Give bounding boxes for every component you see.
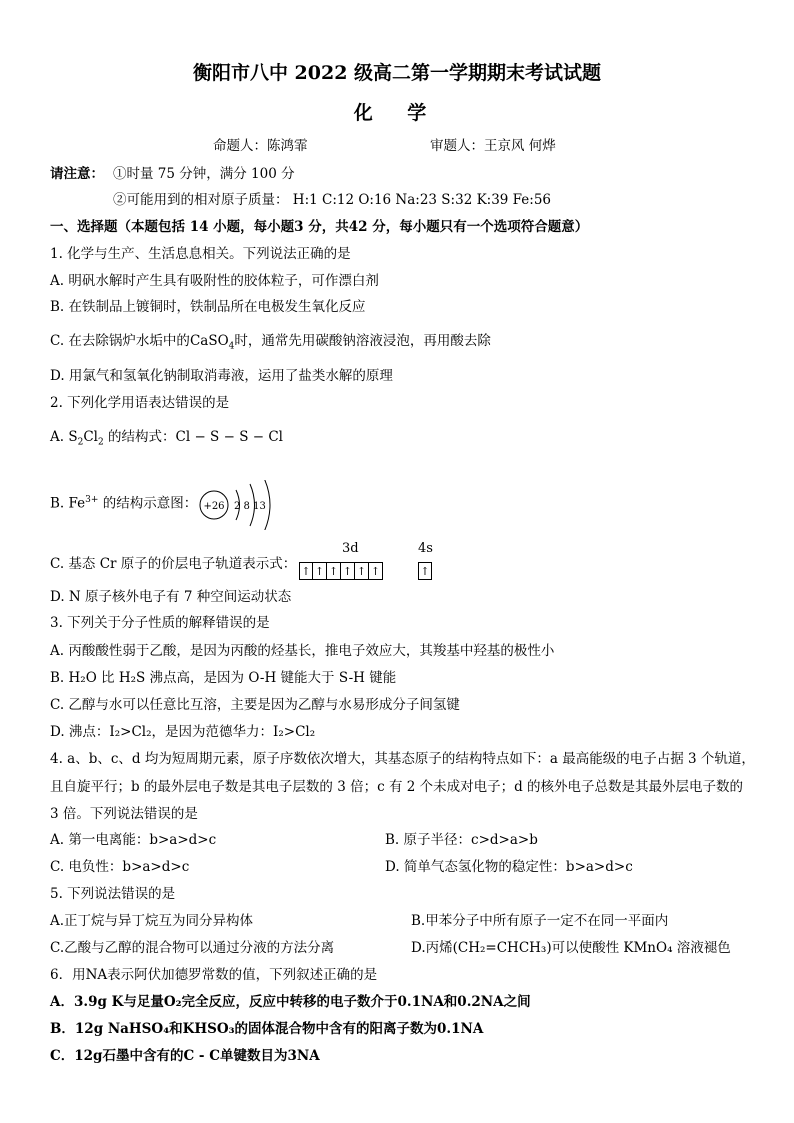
q2-a-sub2: 2: [97, 437, 104, 448]
orbital-label-4s: 4s: [418, 541, 433, 556]
q3-stem: 3. 下列关于分子性质的解释错误的是: [50, 615, 270, 631]
exam-title: 衡阳市八中 2022 级高二第一学期期末考试试题: [192, 62, 602, 84]
q3-option-d: D. 沸点：I₂>Cl₂，是因为范德华力：I₂>Cl₂: [50, 724, 316, 740]
q2-b-sup: 3+: [85, 495, 99, 505]
orbital-4s-boxes: [418, 560, 432, 580]
q2-b-pre: B. Fe: [50, 495, 86, 512]
3d-orbital-box-1: ↑: [299, 562, 313, 580]
q4-option-b: B. 原子半径：c>d>a>b: [385, 832, 538, 848]
3d-orbital-box-2: ↑: [313, 562, 327, 580]
q2-option-a: [50, 428, 283, 452]
q2-b-post: 的结构示意图：: [98, 495, 198, 512]
q4-stem-3: 3 倍。下列说法错误的是: [50, 806, 198, 822]
nucleus-charge: +26: [203, 501, 225, 512]
3d-orbital-box-6: ↑: [369, 562, 383, 580]
q2-stem: 2. 下列化学用语表达错误的是: [50, 395, 230, 411]
q6-option-c: C．12g石墨中含有的C - C单键数目为3NA: [50, 1048, 320, 1064]
3d-orbital-box-5: ↑: [355, 562, 369, 580]
q1-c-sub: 4: [228, 341, 235, 352]
q4-option-c: C. 电负性：b>a>d>c: [50, 859, 190, 875]
author-label: 命题人：陈鸿霏: [213, 138, 308, 154]
notice-item-2: ②可能用到的相对原子质量： H:1 C:12 O:16 Na:23 S:32 K:39 Fe:56: [113, 192, 552, 208]
q5-option-b: B.甲苯分子中所有原子一定不在同一平面内: [411, 913, 669, 929]
3d-orbital-box-3: ↑: [327, 562, 341, 580]
q2-a-sub1: 2: [77, 437, 84, 448]
q5-option-a: A.正丁烷与异丁烷互为同分异构体: [50, 913, 254, 929]
orbital-label-3d: 3d: [342, 541, 359, 556]
notice-item-1: ①时量 75 分钟，满分 100 分: [113, 166, 295, 182]
q1-c-post: 时，通常先用碳酸钠溶液浸泡，再用酸去除: [234, 333, 491, 349]
orbital-3d-boxes: [299, 560, 383, 580]
q1-option-a: A. 明矾水解时产生具有吸附性的胶体粒子，可作漂白剂: [50, 273, 379, 289]
q1-option-b: B. 在铁制品上镀铜时，铁制品所在电极发生氧化反应: [50, 299, 366, 315]
q3-option-b: B. H₂O 比 H₂S 沸点高，是因为 O-H 键能大于 S-H 键能: [50, 670, 397, 686]
q3-option-a: A. 丙酸酸性弱于乙酸，是因为丙酸的烃基长，推电子效应大，其羧基中羟基的极性小: [50, 643, 555, 659]
q6-option-a: A．3.9g K与足量O₂完全反应，反应中转移的电子数介于0.1NA和0.2NA之间: [50, 994, 531, 1010]
q2-a-mid: Cl: [83, 429, 98, 445]
q3-option-c: C. 乙醇与水可以任意比互溶，主要是因为乙醇与水易形成分子间氢键: [50, 697, 460, 713]
notice-label: 请注意：: [50, 166, 104, 182]
shell-electrons: 2 8 13: [234, 501, 266, 512]
q5-option-c: C.乙酸与乙醇的混合物可以通过分液的方法分离: [50, 940, 335, 956]
q1-option-d: D. 用氯气和氢氧化钠制取消毒液，运用了盐类水解的原理: [50, 368, 393, 384]
q4-option-a: A. 第一电离能：b>a>d>c: [50, 832, 217, 848]
q1-stem: 1. 化学与生产、生活息息相关。下列说法正确的是: [50, 246, 351, 262]
q6-option-b: B．12g NaHSO₄和KHSO₃的固体混合物中含有的阳离子数为0.1NA: [50, 1021, 484, 1037]
subject-title: 化 学: [353, 102, 441, 124]
q4-stem-1: 4. a、b、c、d 均为短周期元素，原子序数依次增大，其基态原子的结构特点如下：a 最高能级的电子占据 3 个轨道，: [50, 751, 755, 767]
q4-stem-2: 且自旋平行；b 的最外层电子数是其电子层数的 3 倍；c 有 2 个未成对电子；d 的核外电子总数是其最外层电子数的: [50, 779, 744, 795]
section-heading: 一、选择题（本题包括 14 小题，每小题3 分，共42 分，每小题只有一个选项符合题意）: [50, 219, 589, 235]
q2-option-d: D. N 原子核外电子有 7 种空间运动状态: [50, 589, 292, 605]
q2-option-b: [50, 491, 197, 513]
q1-c-formula: CaSO: [189, 333, 229, 349]
q5-option-d: D.丙烯(CH₂=CHCH₃)可以使酸性 KMnO₄ 溶液褪色: [411, 940, 731, 956]
4s-orbital-box-1: ↑: [418, 562, 432, 580]
q5-stem: 5. 下列说法错误的是: [50, 886, 176, 902]
reviewer-label: 审题人：王京风 何烨: [430, 138, 556, 154]
q1-option-c: [50, 332, 491, 356]
q2-a-post: 的结构式：Cl − S − S − Cl: [103, 429, 283, 445]
q1-c-pre: C. 在去除锅炉水垢中的: [50, 333, 190, 349]
q2-option-c: C. 基态 Cr 原子的价层电子轨道表示式：: [50, 556, 297, 572]
3d-orbital-box-4: ↑: [341, 562, 355, 580]
q4-option-d: D. 简单气态氢化物的稳定性：b>a>d>c: [385, 859, 633, 875]
fe-ion-structure-diagram: [196, 480, 286, 530]
q2-a-pre: A. S: [50, 429, 78, 445]
q6-stem: 6．用NA表示阿伏加德罗常数的值，下列叙述正确的是: [50, 967, 378, 983]
